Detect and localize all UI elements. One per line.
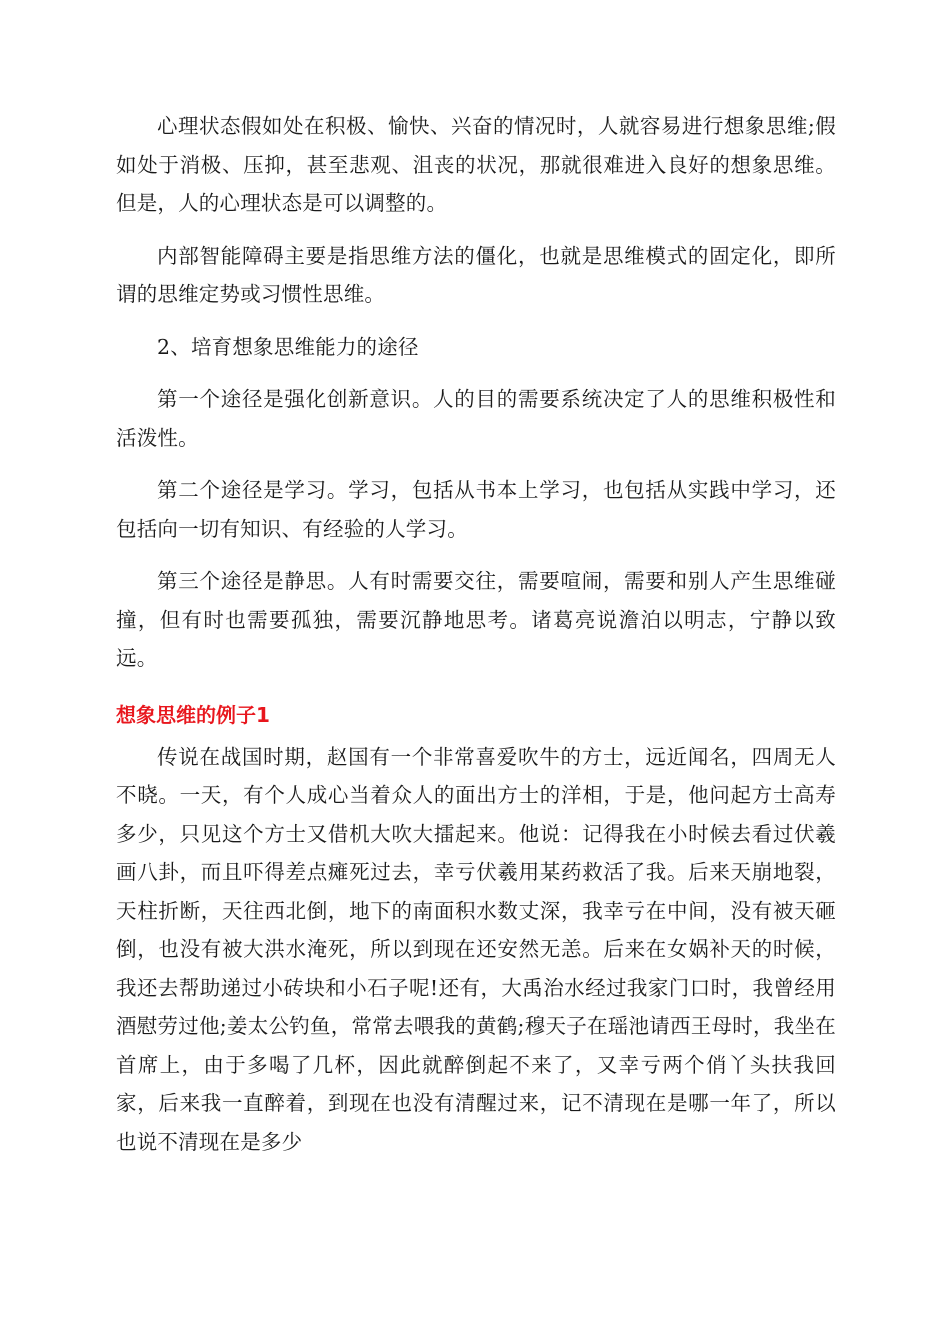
section-heading: 想象思维的例子1 bbox=[116, 702, 270, 727]
paragraph-path-2: 第二个途径是学习。学习，包括从书本上学习，也包括从实践中学习，还包括向一切有知识、有经验的人学习。 bbox=[116, 478, 836, 541]
paragraph-path-3: 第三个途径是静思。人有时需要交往，需要喧闹，需要和别人产生思维碰撞，但有时也需要孤独，需要沉静地思考。诸葛亮说澹泊以明志，宁静以致远。 bbox=[116, 569, 836, 670]
paragraph-path-1: 第一个途径是强化创新意识。人的目的需要系统决定了人的思维积极性和活泼性。 bbox=[116, 387, 836, 450]
paragraph-section-2-title: 2、培育想象思维能力的途径 bbox=[157, 334, 419, 359]
paragraph-story: 传说在战国时期，赵国有一个非常喜爱吹牛的方士，远近闻名，四周无人不晓。一天，有个人成心当着众人的面出方士的洋相，于是，他问起方士高寿多少，只见这个方士又借机大吹大擂起来。他说：记得我在小时候去看过伏羲画八卦，而且吓得差点瘫死过去，幸亏伏羲用某药救活了我。后来天崩地裂，天柱折断，天往西北倒，地下的南面积水数丈深，我幸亏在中间，没有被天砸倒，也没有被大洪水淹死，所以到现在还安然无恙。后来在女娲补天的时候，我还去帮助递过小砖块和小石子呢!还有，大禹治水经过我家门口时，我曾经用酒慰劳过他;姜太公钓鱼，常常去喂我的黄鹤;穆天子在瑶池请西王母时，我坐在首席上，由于多喝了几杯，因此就醉倒起不来了，又幸亏两个俏丫头扶我回家，后来我一直醉着，到现在也没有清醒过来，记不清现在是哪一年了，所以也说不清现在是多少 bbox=[116, 744, 836, 1154]
document-page bbox=[116, 107, 836, 1175]
paragraph-mental-state: 心理状态假如处在积极、愉快、兴奋的情况时，人就容易进行想象思维;假如处于消极、压抑，甚至悲观、沮丧的状况，那就很难进入良好的想象思维。但是，人的心理状态是可以调整的。 bbox=[116, 114, 836, 215]
paragraph-internal-barrier: 内部智能障碍主要是指思维方法的僵化，也就是思维模式的固定化，即所谓的思维定势或习惯性思维。 bbox=[116, 243, 836, 306]
